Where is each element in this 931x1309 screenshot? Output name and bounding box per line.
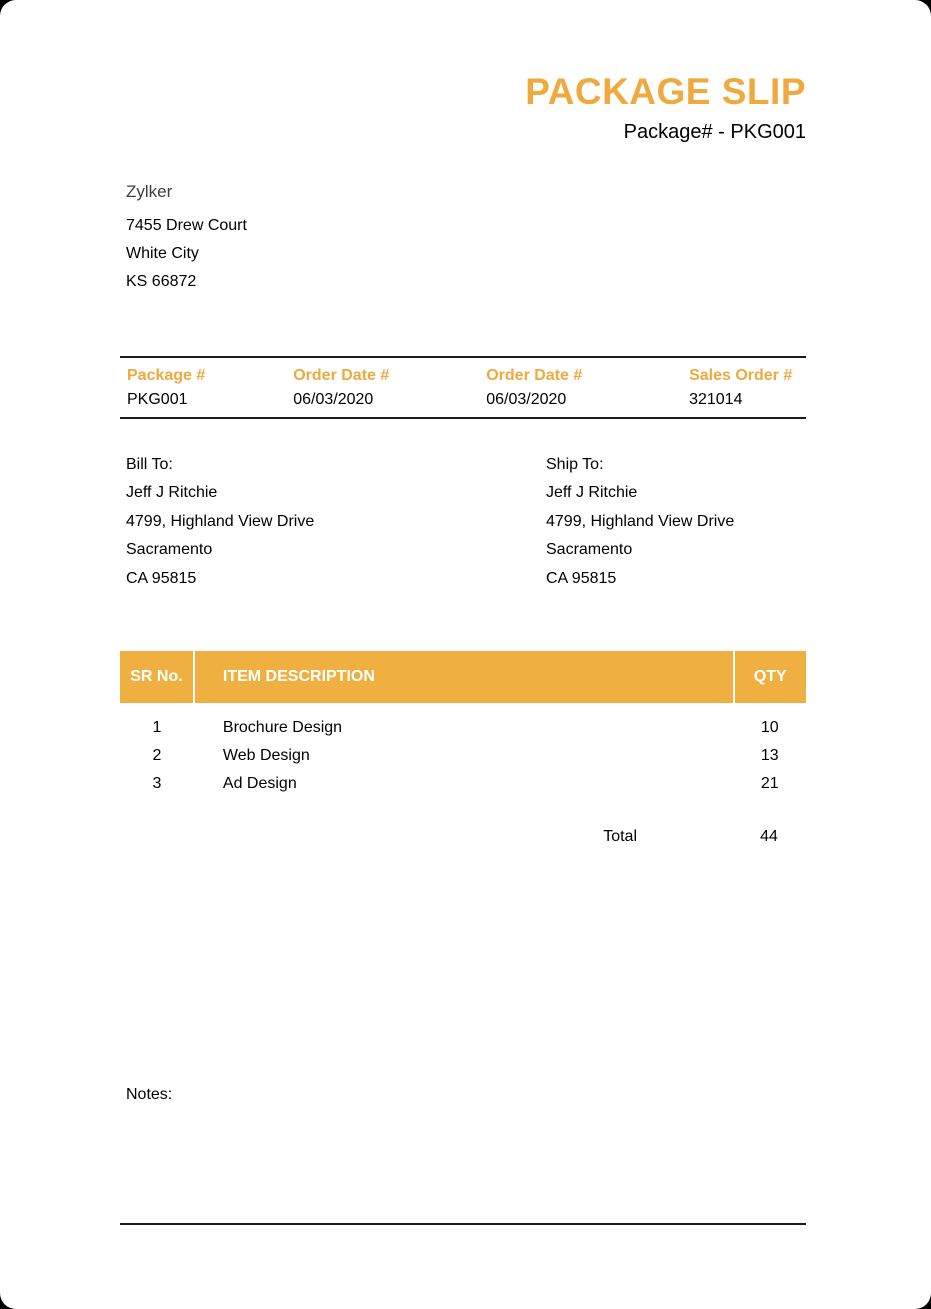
document-header [120,72,806,144]
company-address-line: White City [126,244,199,262]
page-title: PACKAGE SLIP [525,71,806,112]
item-qty: 10 [760,719,779,737]
info-header-order-date-1: Order Date # [293,366,390,384]
info-header-row [120,357,806,387]
total-qty-value: 44 [760,828,778,846]
info-value-sales-order: 321014 [689,390,743,408]
item-sr: 3 [152,775,162,793]
items-header-qty: QTY [734,651,806,703]
item-qty: 21 [760,775,779,793]
item-description: Brochure Design [222,719,343,737]
company-address-line: KS 66872 [126,272,197,290]
company-name: Zylker [126,181,173,201]
info-value-package: PKG001 [127,390,188,408]
items-header-sr-no: SR No. [120,651,194,703]
total-label: Total [603,828,637,846]
bottom-divider [120,1223,806,1225]
info-value-order-date-2: 06/03/2020 [486,390,567,408]
total-row [120,828,806,846]
table-row [120,770,806,798]
bill-to-line: CA 95815 [126,569,197,587]
bill-to-line: Jeff J Ritchie [126,484,218,502]
package-number: Package# - PKG001 [623,120,806,143]
item-description: Ad Design [222,775,297,793]
info-value-order-date-1: 06/03/2020 [293,390,374,408]
item-sr: 1 [152,719,162,737]
item-qty: 13 [760,747,779,765]
bill-to-block [120,451,546,594]
ship-to-label: Ship To: [546,455,604,473]
items-header-row [120,651,806,703]
ship-to-block [546,451,734,594]
ship-to-line: Jeff J Ritchie [546,484,638,502]
notes-label: Notes: [126,1086,173,1103]
info-header-package: Package # [127,366,206,384]
ship-to-line: CA 95815 [546,569,617,587]
info-value-row [120,387,806,418]
items-table [120,651,806,798]
bill-to-line: 4799, Highland View Drive [126,512,315,530]
item-sr: 2 [152,747,162,765]
bill-to-line: Sacramento [126,541,213,559]
items-header-description: ITEM DESCRIPTION [194,651,734,703]
company-address-line: 7455 Drew Court [126,216,247,234]
info-header-order-date-2: Order Date # [486,366,583,384]
table-row [120,703,806,742]
company-address-block [120,180,806,296]
bill-to-label: Bill To: [126,455,173,473]
package-info-table [120,356,806,419]
ship-to-line: 4799, Highland View Drive [546,512,735,530]
ship-to-line: Sacramento [546,541,633,559]
table-row [120,742,806,770]
info-header-sales-order: Sales Order # [689,366,793,384]
item-description: Web Design [222,747,310,765]
addresses-section [120,451,806,594]
page-content [120,0,806,846]
